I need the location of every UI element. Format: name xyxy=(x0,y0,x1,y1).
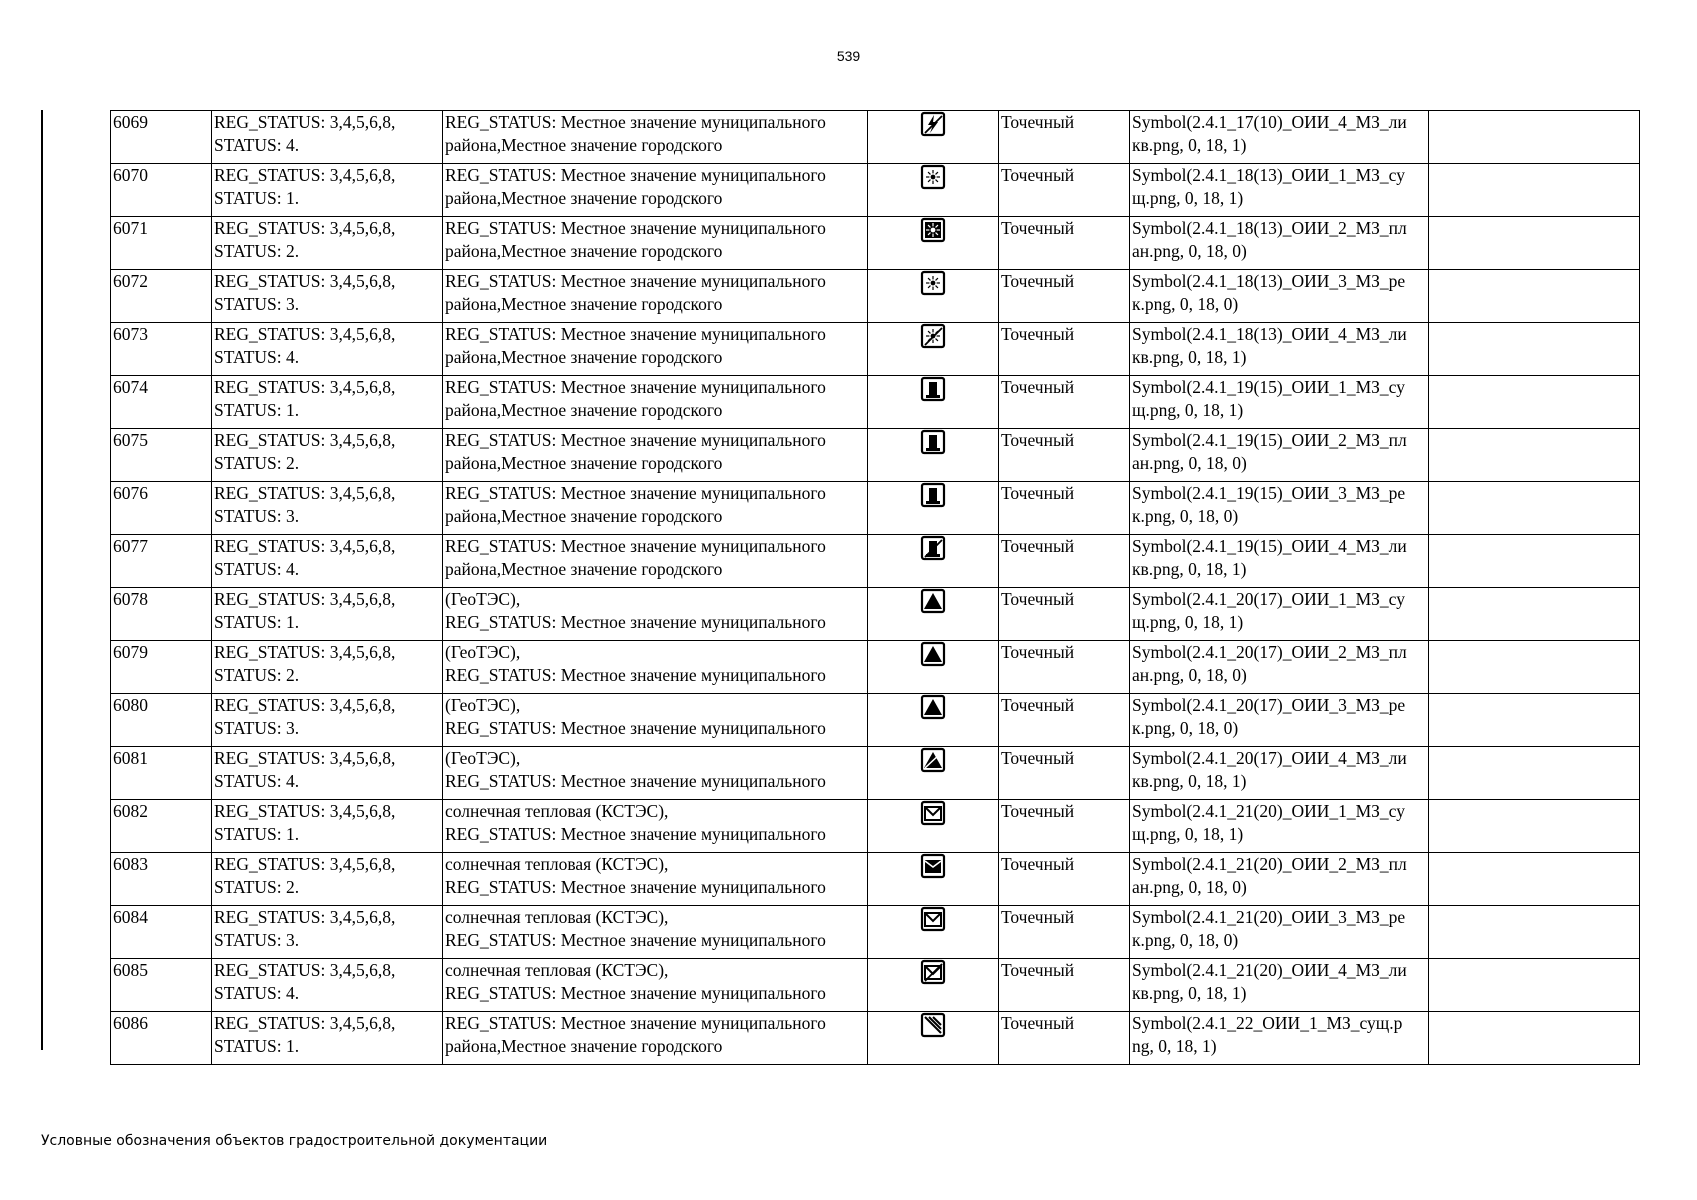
row-description xyxy=(443,323,868,376)
row-symbol-file-line-1: Symbol(2.4.1_20(17)_ОИИ_1_МЗ_су xyxy=(1132,589,1405,609)
row-description-line-1: солнечная тепловая (КСТЭС), xyxy=(445,907,669,927)
sun-filled-icon xyxy=(920,217,946,243)
row-status xyxy=(212,270,443,323)
row-description xyxy=(443,747,868,800)
margin-rule xyxy=(41,110,43,1050)
row-description-line-1: REG_STATUS: Местное значение муниципального xyxy=(445,271,826,291)
table-row xyxy=(111,270,1640,323)
row-status-line-2: STATUS: 2. xyxy=(214,877,300,897)
row-symbol-file-line-1: Symbol(2.4.1_20(17)_ОИИ_2_МЗ_пл xyxy=(1132,642,1407,662)
page-number: 539 xyxy=(836,48,861,64)
row-status xyxy=(212,1012,443,1065)
row-type: Точечный xyxy=(999,906,1130,959)
row-symbol-file xyxy=(1130,164,1429,217)
row-status xyxy=(212,641,443,694)
row-description xyxy=(443,217,868,270)
row-id: 6086 xyxy=(111,1012,212,1065)
row-status-line-2: STATUS: 3. xyxy=(214,718,300,738)
row-empty-cell xyxy=(1429,853,1640,906)
row-symbol-file-line-2: ан.png, 0, 18, 0) xyxy=(1132,665,1247,685)
row-description-line-2: REG_STATUS: Местное значение муниципального xyxy=(445,665,826,685)
row-id: 6080 xyxy=(111,694,212,747)
row-empty-cell xyxy=(1429,482,1640,535)
row-description-line-2: района,Местное значение городского xyxy=(445,506,723,526)
row-symbol xyxy=(868,853,999,906)
row-id: 6074 xyxy=(111,376,212,429)
row-status xyxy=(212,376,443,429)
row-status xyxy=(212,800,443,853)
row-description-line-1: REG_STATUS: Местное значение муниципального xyxy=(445,377,826,397)
row-description-line-1: (ГеоТЭС), xyxy=(445,695,521,715)
row-empty-cell xyxy=(1429,535,1640,588)
row-type: Точечный xyxy=(999,747,1130,800)
row-symbol-file-line-2: кв.png, 0, 18, 1) xyxy=(1132,347,1247,367)
row-type: Точечный xyxy=(999,959,1130,1012)
row-type: Точечный xyxy=(999,694,1130,747)
row-description-line-1: REG_STATUS: Местное значение муниципального xyxy=(445,430,826,450)
row-symbol-file xyxy=(1130,906,1429,959)
row-symbol-file xyxy=(1130,376,1429,429)
row-id: 6078 xyxy=(111,588,212,641)
row-description-line-1: (ГеоТЭС), xyxy=(445,642,521,662)
row-status-line-1: REG_STATUS: 3,4,5,6,8, xyxy=(214,112,396,132)
row-empty-cell xyxy=(1429,959,1640,1012)
sun-icon xyxy=(920,164,946,190)
row-symbol-file-line-1: Symbol(2.4.1_19(15)_ОИИ_4_МЗ_ли xyxy=(1132,536,1407,556)
row-symbol-file-line-2: щ.png, 0, 18, 1) xyxy=(1132,612,1244,632)
row-status-line-1: REG_STATUS: 3,4,5,6,8, xyxy=(214,1013,396,1033)
row-status-line-2: STATUS: 4. xyxy=(214,347,300,367)
row-symbol xyxy=(868,270,999,323)
row-status-line-1: REG_STATUS: 3,4,5,6,8, xyxy=(214,801,396,821)
row-symbol-file-line-2: щ.png, 0, 18, 1) xyxy=(1132,824,1244,844)
row-empty-cell xyxy=(1429,800,1640,853)
row-symbol-file xyxy=(1130,800,1429,853)
row-description xyxy=(443,429,868,482)
row-symbol-file-line-2: ан.png, 0, 18, 0) xyxy=(1132,241,1247,261)
row-empty-cell xyxy=(1429,1012,1640,1065)
row-symbol-file-line-1: Symbol(2.4.1_19(15)_ОИИ_3_МЗ_ре xyxy=(1132,483,1406,503)
row-symbol-file-line-1: Symbol(2.4.1_20(17)_ОИИ_3_МЗ_ре xyxy=(1132,695,1406,715)
tower-hatched-icon xyxy=(920,535,946,561)
row-status xyxy=(212,164,443,217)
table-row xyxy=(111,323,1640,376)
row-status-line-2: STATUS: 4. xyxy=(214,135,300,155)
row-status-line-2: STATUS: 1. xyxy=(214,824,300,844)
row-status xyxy=(212,111,443,164)
row-status-line-2: STATUS: 1. xyxy=(214,400,300,420)
row-symbol-file-line-1: Symbol(2.4.1_21(20)_ОИИ_3_МЗ_ре xyxy=(1132,907,1406,927)
table-row xyxy=(111,641,1640,694)
row-description xyxy=(443,588,868,641)
table-row xyxy=(111,853,1640,906)
row-description-line-1: (ГеоТЭС), xyxy=(445,748,521,768)
row-description xyxy=(443,641,868,694)
row-type: Точечный xyxy=(999,376,1130,429)
row-id: 6073 xyxy=(111,323,212,376)
row-description xyxy=(443,270,868,323)
row-empty-cell xyxy=(1429,694,1640,747)
table-row xyxy=(111,694,1640,747)
row-status-line-1: REG_STATUS: 3,4,5,6,8, xyxy=(214,218,396,238)
row-symbol-file-line-2: к.png, 0, 18, 0) xyxy=(1132,506,1239,526)
row-description xyxy=(443,376,868,429)
row-status-line-1: REG_STATUS: 3,4,5,6,8, xyxy=(214,377,396,397)
table-row xyxy=(111,959,1640,1012)
row-description-line-2: района,Местное значение городского xyxy=(445,135,723,155)
lightning-hatched-icon xyxy=(920,111,946,137)
row-status xyxy=(212,323,443,376)
tower-icon xyxy=(920,429,946,455)
table-row xyxy=(111,376,1640,429)
row-status-line-2: STATUS: 2. xyxy=(214,665,300,685)
row-symbol xyxy=(868,641,999,694)
row-description-line-1: REG_STATUS: Местное значение муниципального xyxy=(445,218,826,238)
row-symbol-file-line-1: Symbol(2.4.1_21(20)_ОИИ_2_МЗ_пл xyxy=(1132,854,1407,874)
row-symbol-file-line-2: ng, 0, 18, 1) xyxy=(1132,1036,1217,1056)
row-empty-cell xyxy=(1429,641,1640,694)
row-id: 6077 xyxy=(111,535,212,588)
row-status-line-1: REG_STATUS: 3,4,5,6,8, xyxy=(214,960,396,980)
table-row xyxy=(111,906,1640,959)
row-status-line-2: STATUS: 2. xyxy=(214,241,300,261)
row-description-line-2: района,Местное значение городского xyxy=(445,400,723,420)
row-symbol xyxy=(868,429,999,482)
row-status-line-1: REG_STATUS: 3,4,5,6,8, xyxy=(214,324,396,344)
row-type: Точечный xyxy=(999,429,1130,482)
row-symbol-file-line-2: ан.png, 0, 18, 0) xyxy=(1132,877,1247,897)
row-id: 6083 xyxy=(111,853,212,906)
row-description xyxy=(443,959,868,1012)
row-id: 6072 xyxy=(111,270,212,323)
row-description xyxy=(443,694,868,747)
row-symbol xyxy=(868,482,999,535)
row-symbol xyxy=(868,323,999,376)
tower-icon xyxy=(920,376,946,402)
row-symbol-file-line-2: к.png, 0, 18, 0) xyxy=(1132,930,1239,950)
row-symbol-file-line-1: Symbol(2.4.1_18(13)_ОИИ_1_МЗ_су xyxy=(1132,165,1405,185)
row-description xyxy=(443,482,868,535)
row-description-line-2: района,Местное значение городского xyxy=(445,294,723,314)
row-symbol-file-line-2: к.png, 0, 18, 0) xyxy=(1132,718,1239,738)
row-symbol-file-line-2: кв.png, 0, 18, 1) xyxy=(1132,983,1247,1003)
diagonal-lines-icon xyxy=(920,1012,946,1038)
row-description-line-2: REG_STATUS: Местное значение муниципального xyxy=(445,612,826,632)
table-row xyxy=(111,588,1640,641)
row-id: 6085 xyxy=(111,959,212,1012)
row-type: Точечный xyxy=(999,800,1130,853)
table-row xyxy=(111,429,1640,482)
row-symbol-file xyxy=(1130,429,1429,482)
row-status-line-2: STATUS: 3. xyxy=(214,294,300,314)
table-row xyxy=(111,535,1640,588)
row-symbol xyxy=(868,535,999,588)
row-empty-cell xyxy=(1429,270,1640,323)
page-footer: Условные обозначения объектов градостроительной документации xyxy=(41,1133,548,1149)
row-status-line-1: REG_STATUS: 3,4,5,6,8, xyxy=(214,536,396,556)
row-symbol-file-line-2: кв.png, 0, 18, 1) xyxy=(1132,771,1247,791)
row-id: 6069 xyxy=(111,111,212,164)
triangle-icon xyxy=(920,588,946,614)
row-status xyxy=(212,588,443,641)
row-symbol xyxy=(868,694,999,747)
row-empty-cell xyxy=(1429,747,1640,800)
row-description xyxy=(443,535,868,588)
row-status-line-2: STATUS: 4. xyxy=(214,771,300,791)
row-description-line-2: района,Местное значение городского xyxy=(445,241,723,261)
row-status-line-1: REG_STATUS: 3,4,5,6,8, xyxy=(214,642,396,662)
row-symbol-file xyxy=(1130,747,1429,800)
tower-icon xyxy=(920,482,946,508)
row-status-line-1: REG_STATUS: 3,4,5,6,8, xyxy=(214,907,396,927)
sun-icon xyxy=(920,270,946,296)
row-status-line-1: REG_STATUS: 3,4,5,6,8, xyxy=(214,589,396,609)
row-description-line-2: REG_STATUS: Местное значение муниципального xyxy=(445,983,826,1003)
symbol-table xyxy=(110,110,1640,1065)
row-symbol-file xyxy=(1130,641,1429,694)
row-description-line-1: REG_STATUS: Местное значение муниципального xyxy=(445,165,826,185)
row-symbol-file xyxy=(1130,588,1429,641)
row-symbol-file-line-1: Symbol(2.4.1_18(13)_ОИИ_4_МЗ_ли xyxy=(1132,324,1407,344)
row-empty-cell xyxy=(1429,906,1640,959)
row-symbol-file-line-1: Symbol(2.4.1_20(17)_ОИИ_4_МЗ_ли xyxy=(1132,748,1407,768)
row-type: Точечный xyxy=(999,323,1130,376)
row-symbol-file xyxy=(1130,853,1429,906)
row-symbol xyxy=(868,588,999,641)
row-id: 6076 xyxy=(111,482,212,535)
row-symbol-file-line-2: щ.png, 0, 18, 1) xyxy=(1132,400,1244,420)
row-empty-cell xyxy=(1429,429,1640,482)
row-description-line-1: REG_STATUS: Местное значение муниципального xyxy=(445,483,826,503)
row-symbol-file xyxy=(1130,1012,1429,1065)
row-status xyxy=(212,853,443,906)
row-empty-cell xyxy=(1429,164,1640,217)
table-row xyxy=(111,1012,1640,1065)
row-type: Точечный xyxy=(999,1012,1130,1065)
row-type: Точечный xyxy=(999,482,1130,535)
row-description xyxy=(443,164,868,217)
row-symbol-file-line-1: Symbol(2.4.1_22_ОИИ_1_МЗ_сущ.p xyxy=(1132,1013,1403,1033)
row-empty-cell xyxy=(1429,376,1640,429)
row-status-line-2: STATUS: 2. xyxy=(214,453,300,473)
row-description xyxy=(443,800,868,853)
row-type: Точечный xyxy=(999,535,1130,588)
row-status xyxy=(212,429,443,482)
envelope-hatched-icon xyxy=(920,959,946,985)
row-description xyxy=(443,111,868,164)
row-symbol-file xyxy=(1130,270,1429,323)
table-row xyxy=(111,482,1640,535)
envelope-icon xyxy=(920,800,946,826)
row-id: 6070 xyxy=(111,164,212,217)
row-empty-cell xyxy=(1429,323,1640,376)
row-symbol xyxy=(868,959,999,1012)
row-symbol xyxy=(868,800,999,853)
envelope-icon xyxy=(920,906,946,932)
row-description-line-2: REG_STATUS: Местное значение муниципального xyxy=(445,824,826,844)
row-status-line-2: STATUS: 4. xyxy=(214,983,300,1003)
table-row xyxy=(111,164,1640,217)
row-status-line-1: REG_STATUS: 3,4,5,6,8, xyxy=(214,430,396,450)
row-symbol xyxy=(868,747,999,800)
envelope-filled-icon xyxy=(920,853,946,879)
row-symbol-file-line-2: кв.png, 0, 18, 1) xyxy=(1132,135,1247,155)
row-symbol xyxy=(868,376,999,429)
row-status-line-2: STATUS: 1. xyxy=(214,612,300,632)
row-description-line-1: солнечная тепловая (КСТЭС), xyxy=(445,854,669,874)
row-symbol-file-line-1: Symbol(2.4.1_17(10)_ОИИ_4_МЗ_ли xyxy=(1132,112,1407,132)
row-symbol-file xyxy=(1130,694,1429,747)
row-symbol xyxy=(868,906,999,959)
table-row xyxy=(111,747,1640,800)
row-type: Точечный xyxy=(999,853,1130,906)
row-id: 6071 xyxy=(111,217,212,270)
row-description-line-1: REG_STATUS: Местное значение муниципального xyxy=(445,536,826,556)
row-symbol-file-line-2: щ.png, 0, 18, 1) xyxy=(1132,188,1244,208)
row-symbol xyxy=(868,111,999,164)
row-description-line-1: солнечная тепловая (КСТЭС), xyxy=(445,960,669,980)
row-type: Точечный xyxy=(999,111,1130,164)
row-status-line-1: REG_STATUS: 3,4,5,6,8, xyxy=(214,854,396,874)
row-status-line-2: STATUS: 3. xyxy=(214,930,300,950)
row-type: Точечный xyxy=(999,217,1130,270)
row-id: 6082 xyxy=(111,800,212,853)
row-description-line-2: REG_STATUS: Местное значение муниципального xyxy=(445,930,826,950)
row-description-line-2: REG_STATUS: Местное значение муниципального xyxy=(445,718,826,738)
row-symbol-file-line-2: кв.png, 0, 18, 1) xyxy=(1132,559,1247,579)
row-description-line-1: солнечная тепловая (КСТЭС), xyxy=(445,801,669,821)
row-status-line-2: STATUS: 4. xyxy=(214,559,300,579)
row-empty-cell xyxy=(1429,217,1640,270)
row-empty-cell xyxy=(1429,111,1640,164)
row-status xyxy=(212,217,443,270)
row-status xyxy=(212,694,443,747)
row-symbol-file xyxy=(1130,111,1429,164)
row-description-line-2: района,Местное значение городского xyxy=(445,559,723,579)
row-symbol-file-line-1: Symbol(2.4.1_19(15)_ОИИ_2_МЗ_пл xyxy=(1132,430,1407,450)
table-row xyxy=(111,111,1640,164)
row-symbol xyxy=(868,164,999,217)
row-symbol-file xyxy=(1130,323,1429,376)
row-description-line-1: (ГеоТЭС), xyxy=(445,589,521,609)
row-symbol-file xyxy=(1130,482,1429,535)
row-status xyxy=(212,959,443,1012)
row-symbol xyxy=(868,217,999,270)
row-symbol xyxy=(868,1012,999,1065)
row-id: 6075 xyxy=(111,429,212,482)
row-description-line-1: REG_STATUS: Местное значение муниципального xyxy=(445,324,826,344)
row-type: Точечный xyxy=(999,270,1130,323)
row-symbol-file-line-2: к.png, 0, 18, 0) xyxy=(1132,294,1239,314)
row-symbol-file-line-1: Symbol(2.4.1_21(20)_ОИИ_4_МЗ_ли xyxy=(1132,960,1407,980)
row-status-line-2: STATUS: 1. xyxy=(214,188,300,208)
row-symbol-file-line-1: Symbol(2.4.1_19(15)_ОИИ_1_МЗ_су xyxy=(1132,377,1405,397)
triangle-icon xyxy=(920,694,946,720)
row-symbol-file xyxy=(1130,959,1429,1012)
row-status-line-2: STATUS: 1. xyxy=(214,1036,300,1056)
row-description xyxy=(443,906,868,959)
row-symbol-file xyxy=(1130,535,1429,588)
row-description-line-1: REG_STATUS: Местное значение муниципального xyxy=(445,1013,826,1033)
row-status xyxy=(212,747,443,800)
row-id: 6084 xyxy=(111,906,212,959)
sun-hatched-icon xyxy=(920,323,946,349)
row-description-line-2: REG_STATUS: Местное значение муниципального xyxy=(445,877,826,897)
row-id: 6079 xyxy=(111,641,212,694)
row-description-line-2: района,Местное значение городского xyxy=(445,453,723,473)
row-description-line-2: района,Местное значение городского xyxy=(445,347,723,367)
row-description-line-2: района,Местное значение городского xyxy=(445,188,723,208)
row-status xyxy=(212,535,443,588)
row-status-line-1: REG_STATUS: 3,4,5,6,8, xyxy=(214,165,396,185)
table-row xyxy=(111,800,1640,853)
row-symbol-file-line-1: Symbol(2.4.1_18(13)_ОИИ_3_МЗ_ре xyxy=(1132,271,1406,291)
row-symbol-file-line-2: ан.png, 0, 18, 0) xyxy=(1132,453,1247,473)
row-status-line-1: REG_STATUS: 3,4,5,6,8, xyxy=(214,695,396,715)
row-status-line-1: REG_STATUS: 3,4,5,6,8, xyxy=(214,748,396,768)
row-status-line-2: STATUS: 3. xyxy=(214,506,300,526)
row-type: Точечный xyxy=(999,641,1130,694)
row-description-line-1: REG_STATUS: Местное значение муниципального xyxy=(445,112,826,132)
row-status-line-1: REG_STATUS: 3,4,5,6,8, xyxy=(214,483,396,503)
triangle-hatched-icon xyxy=(920,747,946,773)
row-status xyxy=(212,906,443,959)
row-status xyxy=(212,482,443,535)
row-type: Точечный xyxy=(999,588,1130,641)
row-description-line-2: района,Местное значение городского xyxy=(445,1036,723,1056)
row-symbol-file-line-1: Symbol(2.4.1_18(13)_ОИИ_2_МЗ_пл xyxy=(1132,218,1407,238)
triangle-icon xyxy=(920,641,946,667)
row-description xyxy=(443,1012,868,1065)
row-symbol-file-line-1: Symbol(2.4.1_21(20)_ОИИ_1_МЗ_су xyxy=(1132,801,1405,821)
row-symbol-file xyxy=(1130,217,1429,270)
row-description-line-2: REG_STATUS: Местное значение муниципального xyxy=(445,771,826,791)
row-id: 6081 xyxy=(111,747,212,800)
row-type: Точечный xyxy=(999,164,1130,217)
row-status-line-1: REG_STATUS: 3,4,5,6,8, xyxy=(214,271,396,291)
row-empty-cell xyxy=(1429,588,1640,641)
table-row xyxy=(111,217,1640,270)
row-description xyxy=(443,853,868,906)
